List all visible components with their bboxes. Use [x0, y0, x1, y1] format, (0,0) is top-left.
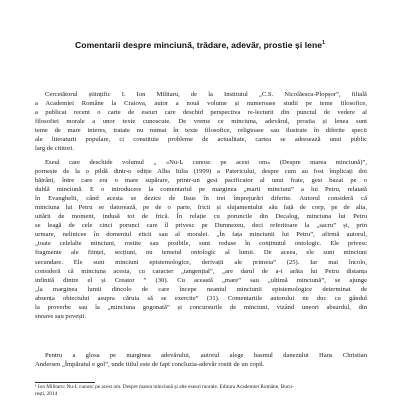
text-line: Andersen „Împăratul e gol”, unde titlul este de fapt concluzia-adevăr rostit de un copil. [35, 361, 265, 369]
text-line: a Academiei Române la Craiova, autor a nouă volume și numeroase studii pe teme filosofice, [35, 100, 367, 108]
text-line: la proverbe sau la „minciuna gogonată” și concursurile de minciuni, vizând uneori absurdul, din [35, 303, 367, 311]
text-line: a publicat recent o carte de eseuri care deschid perspectiva re-lecturii din punctul de vedere al [35, 109, 367, 117]
footnote-line: ¹ Ion Militaru: Nu-L cunosc pe acest om. Despre marea minciună și alte eseuri morale. Editura Academiei Române, Bucu- [35, 384, 294, 390]
text-line: dublă minciună. E o introducere la comentariul pe marginea „marii minciuni” a lui Petru, relatată [35, 186, 367, 194]
text-line: minciuna lui Petru se datorează, pe de o parte, fricii și slujamentului său față de corp, pe de alta, [35, 204, 367, 212]
text-line: absența obiectului asupra căruia să se exercite” (31). Comentariile autorului ne duc cu gândul [35, 294, 367, 302]
text-line: Eseul care deschide volumul „ «Nu-L cunosc pe acest om» (Despre marea minciună)”, [45, 159, 367, 166]
footnote [35, 384, 367, 398]
text-line: filosofiei morale a unor texte cunoscute. De vreme ce minciuna, adevărul, prostia și lenea sunt [35, 118, 367, 126]
text-line: infinită dintre el și Creator ” (30). Cu această „mare” sau „ultimă minciună”, se ajunge [35, 276, 367, 284]
footnote-line: rești, 2014 [35, 391, 58, 397]
text-line: secundare. Ele sunt minciuni epistemologice, derivații ale primeia” (25). Iar mai încolo, [35, 258, 367, 266]
paragraph-1 [35, 90, 367, 153]
text-line: urmare, nelinicee în domeniul eticii sau al moralei. „În fața minciunii lui Petru”, afirmă autorul, [35, 231, 367, 239]
text-line: Pentru a glosa pe marginea adevărului, autorul alege basmul danezului Hans Christian [45, 352, 367, 359]
text-line: fragmente ale ființei, secțiuni, nu temeiul ontologic al lumii. De aceea, ele sunt minciuni [35, 249, 367, 257]
paragraph-2 [35, 158, 367, 321]
text-line: teme de mare interes, tratate nu numai în texte filosofice, religioase sau ilustrate în diferite specii [35, 127, 367, 135]
text-line: bătrâni, între care era o mare supărare, printr-un gest pacificator al unui frate, gest bazat pe o [35, 177, 367, 185]
text-line: Cercetătorul științific I. Ion Militaru, de la Institutul „C.S. Nicolăescu-Plopșor”, filială [45, 91, 367, 98]
text-line: se leagă de cele cinci porunci care îl privesc pe Dumnezeu, deci referitoare la „sacru” și, prin [35, 222, 367, 230]
text-line: larg de cititori. [35, 145, 74, 153]
footnote-divider [35, 382, 95, 383]
text-line: uitării de moment, indusă tot de frică. În relație cu poruncile din Decalog, minciuna lui Petru [35, 213, 367, 221]
text-line: „toate celelalte minciuni, rostite sau posibile, sunt reduse în conținutul ontologic. Ele privesc [35, 240, 367, 248]
text-line: ale literaturii populare, ci constituie probleme de actualitate, cartea se adresează unui public [35, 136, 367, 144]
title-footnote-mark: 1 [322, 40, 325, 47]
page-title [40, 40, 360, 50]
text-line: consideră că minciuna acesta, cu caracter „tangențial”, „are darul de a-i arăta lui Petru distanța [35, 267, 367, 275]
text-line: în Evanghelii, când acesta se dezice de Iisus în trei împrejurări diferite. Autorul consideră că [35, 195, 367, 203]
text-line: snoave sau povești. [35, 312, 87, 320]
text-line: pornește de la o pildă dintr-o ediție Alba Iulia (1999) a Patericului, despre cum au fost împlicați doi [35, 168, 367, 176]
text-line: „la marginea lumii dincolo de care începe neantul minciunii epistemologice determinat de [35, 285, 367, 293]
paragraph-3 [35, 351, 367, 369]
title-text: Comentarii despre minciună, trădare, adevăr, prostie și lene [75, 40, 323, 50]
